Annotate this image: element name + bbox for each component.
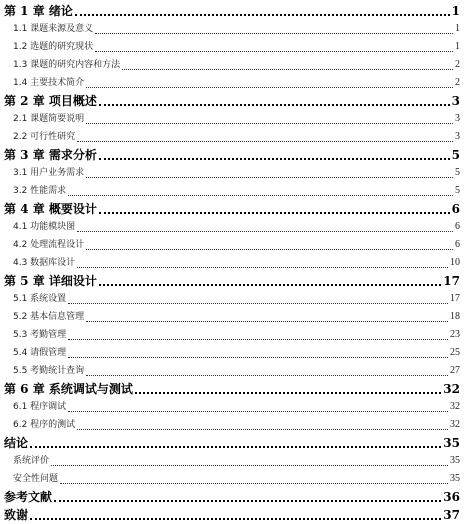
- toc-title: 5.4 请假管理: [13, 348, 67, 358]
- toc-entry[interactable]: [4, 362, 460, 380]
- toc-title: 5.3 考勤管理: [13, 330, 67, 340]
- dot-leader: [95, 32, 453, 34]
- toc-title: 4.2 处理流程设计: [13, 240, 85, 250]
- toc-title: 第 1 章 绪论: [4, 4, 73, 18]
- toc-page-number: 18: [450, 311, 460, 322]
- toc-entry[interactable]: [4, 92, 460, 110]
- dot-leader: [86, 248, 453, 250]
- toc-page-number: 37: [443, 508, 460, 522]
- toc-title: 第 6 章 系统调试与测试: [4, 382, 133, 396]
- toc-entry[interactable]: [4, 452, 460, 470]
- toc-title: 第 4 章 概要设计: [4, 202, 97, 216]
- toc-title: 系统评价: [13, 456, 50, 466]
- toc-page-number: 17: [443, 274, 460, 288]
- toc-entry[interactable]: [4, 74, 460, 92]
- dot-leader: [30, 517, 441, 520]
- toc-page-number: 2: [455, 77, 460, 88]
- toc-page-number: 27: [450, 365, 460, 376]
- toc-entry[interactable]: [4, 398, 460, 416]
- dot-leader: [60, 482, 448, 484]
- dot-leader: [99, 103, 450, 106]
- toc-entry[interactable]: [4, 38, 460, 56]
- toc-title: 5.2 基本信息管理: [13, 312, 85, 322]
- dot-leader: [77, 230, 453, 232]
- toc-entry[interactable]: [4, 272, 460, 290]
- dot-leader: [68, 302, 448, 304]
- toc-entry[interactable]: [4, 164, 460, 182]
- dot-leader: [77, 266, 448, 268]
- toc-entry[interactable]: [4, 326, 460, 344]
- dot-leader: [68, 356, 448, 358]
- toc-entry[interactable]: [4, 20, 460, 38]
- toc-entry[interactable]: [4, 434, 460, 452]
- toc-page-number: 32: [450, 419, 460, 430]
- toc-page-number: 1: [451, 4, 460, 18]
- toc-entry[interactable]: [4, 290, 460, 308]
- dot-leader: [30, 445, 441, 448]
- toc-page-number: 6: [455, 239, 460, 250]
- dot-leader: [68, 410, 448, 412]
- toc-entry[interactable]: [4, 56, 460, 74]
- dot-leader: [99, 283, 441, 286]
- dot-leader: [122, 68, 453, 70]
- toc-page-number: 35: [450, 455, 460, 466]
- toc-title: 3.2 性能需求: [13, 186, 67, 196]
- toc-title: 1.3 课题的研究内容和方法: [13, 60, 121, 70]
- toc-page-number: 1: [455, 23, 460, 34]
- toc-title: 第 5 章 详细设计: [4, 274, 97, 288]
- dot-leader: [77, 428, 448, 430]
- toc-title: 第 3 章 需求分析: [4, 148, 97, 162]
- toc-title: 1.4 主要技术简介: [13, 78, 85, 88]
- toc-page-number: 32: [450, 401, 460, 412]
- toc-page-number: 5: [451, 148, 460, 162]
- toc-title: 结论: [4, 436, 29, 450]
- toc-entry[interactable]: [4, 182, 460, 200]
- dot-leader: [51, 464, 448, 466]
- toc-page-number: 35: [443, 436, 460, 450]
- toc-title: 第 2 章 项目概述: [4, 94, 97, 108]
- dot-leader: [86, 86, 453, 88]
- toc-page-number: 3: [455, 131, 460, 142]
- toc-page-number: 6: [451, 202, 460, 216]
- toc-entry[interactable]: [4, 308, 460, 326]
- toc-page-number: 3: [455, 113, 460, 124]
- toc-entry[interactable]: [4, 146, 460, 164]
- toc-page-number: 5: [455, 185, 460, 196]
- toc-entry[interactable]: [4, 2, 460, 20]
- dot-leader: [86, 176, 453, 178]
- toc-title: 2.2 可行性研究: [13, 132, 76, 142]
- dot-leader: [86, 374, 448, 376]
- toc-title: 1.2 选题的研究现状: [13, 42, 94, 52]
- toc-title: 6.1 程序调试: [13, 402, 67, 412]
- dot-leader: [68, 194, 453, 196]
- toc-page-number: 1: [455, 41, 460, 52]
- toc-page-number: 32: [443, 382, 460, 396]
- toc-entry[interactable]: [4, 344, 460, 362]
- toc-page-number: 6: [455, 221, 460, 232]
- toc-entry[interactable]: [4, 470, 460, 488]
- dot-leader: [86, 122, 453, 124]
- dot-leader: [95, 50, 453, 52]
- toc-page-number: 10: [450, 257, 460, 268]
- toc-title: 安全性问题: [13, 474, 59, 484]
- toc-entry[interactable]: [4, 128, 460, 146]
- dot-leader: [99, 157, 450, 160]
- toc-title: 4.3 数据库设计: [13, 258, 76, 268]
- dot-leader: [135, 391, 441, 394]
- toc-title: 4.1 功能模块图: [13, 222, 76, 232]
- toc-entry[interactable]: [4, 416, 460, 434]
- toc-page-number: 2: [455, 59, 460, 70]
- toc-title: 1.1 课题来源及意义: [13, 24, 94, 34]
- toc-title: 参考文献: [4, 490, 53, 504]
- toc-page-number: 23: [450, 329, 460, 340]
- dot-leader: [99, 211, 450, 214]
- toc-entry[interactable]: [4, 218, 460, 236]
- toc-title: 3.1 用户业务需求: [13, 168, 85, 178]
- toc-entry[interactable]: [4, 200, 460, 218]
- toc-page-number: 25: [450, 347, 460, 358]
- toc-entry[interactable]: [4, 236, 460, 254]
- toc-title: 2.1 课题简要说明: [13, 114, 85, 124]
- toc-entry[interactable]: [4, 110, 460, 128]
- dot-leader: [54, 499, 441, 502]
- table-of-contents: [4, 2, 460, 524]
- dot-leader: [77, 140, 453, 142]
- toc-page-number: 5: [455, 167, 460, 178]
- toc-page-number: 35: [450, 473, 460, 484]
- toc-title: 5.1 系统设置: [13, 294, 67, 304]
- toc-page-number: 36: [443, 490, 460, 504]
- toc-title: 5.5 考勤统计查询: [13, 366, 85, 376]
- dot-leader: [86, 320, 448, 322]
- toc-title: 6.2 程序的测试: [13, 420, 76, 430]
- toc-page-number: 17: [450, 293, 460, 304]
- toc-entry[interactable]: [4, 506, 460, 524]
- toc-page-number: 3: [451, 94, 460, 108]
- toc-entry[interactable]: [4, 380, 460, 398]
- dot-leader: [68, 338, 448, 340]
- toc-entry[interactable]: [4, 254, 460, 272]
- toc-title: 致谢: [4, 508, 29, 522]
- dot-leader: [75, 13, 450, 16]
